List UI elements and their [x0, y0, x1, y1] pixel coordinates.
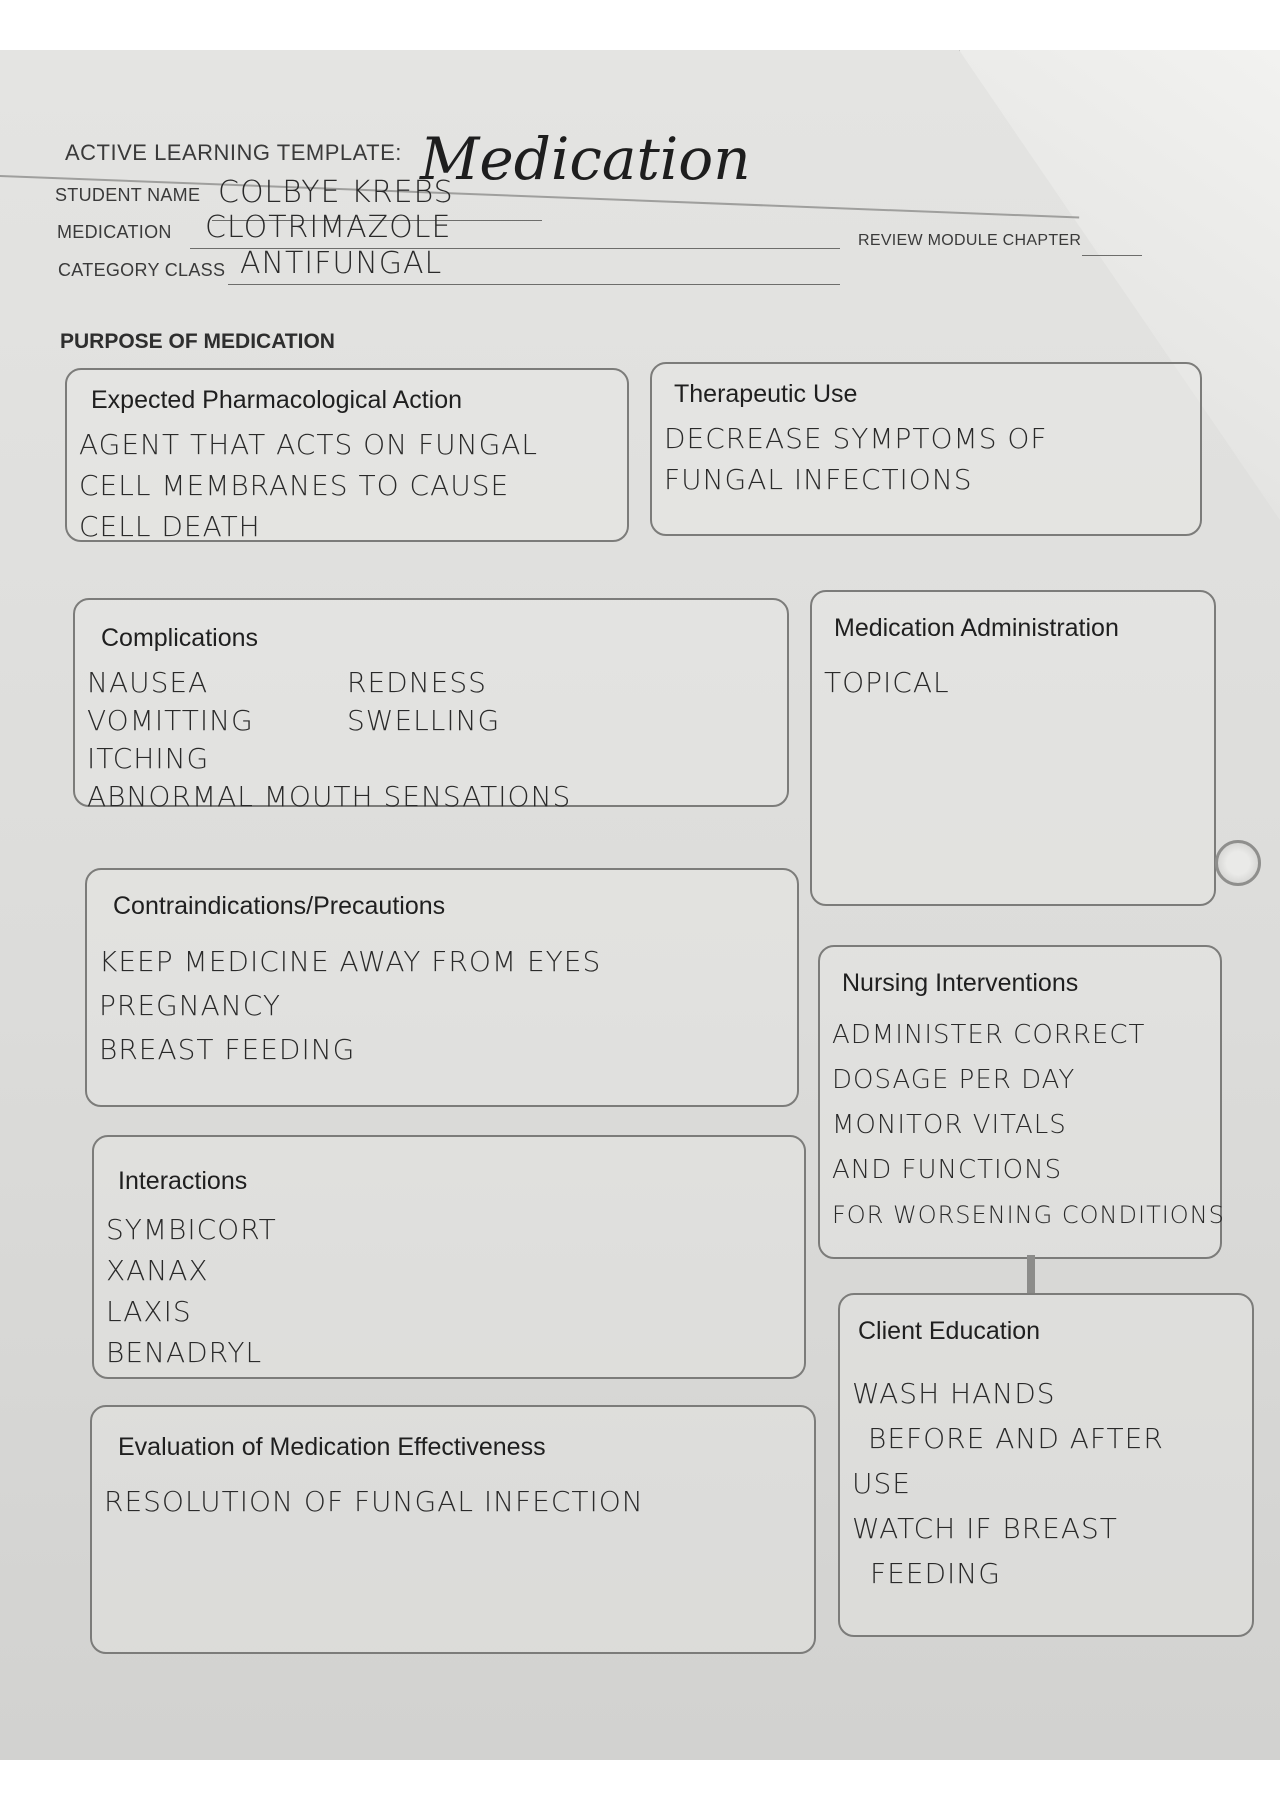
client-education-title: Client Education — [858, 1317, 1041, 1345]
note-line: ITCHING — [87, 742, 210, 775]
therapeutic-use-title: Therapeutic Use — [674, 380, 858, 408]
note-line: XANAX — [106, 1254, 209, 1287]
note-line: PREGNANCY — [99, 989, 281, 1022]
contraindications-box — [85, 868, 799, 1107]
category-class-label: CATEGORY CLASS — [58, 260, 226, 280]
category-class-value: ANTIFUNGAL — [240, 246, 443, 281]
interactions-notes — [106, 1209, 798, 1373]
therapeutic-use-notes — [664, 418, 1194, 500]
note-line: REDNESS — [347, 666, 487, 699]
medication-value: CLOTRIMAZOLE — [205, 210, 452, 245]
note-line: SWELLING — [347, 704, 501, 737]
expected-action-box — [65, 368, 629, 542]
note-line: WATCH IF BREAST — [852, 1512, 1118, 1545]
evaluation-notes — [104, 1481, 808, 1522]
binder-ring-hole — [1215, 840, 1261, 886]
interactions-title: Interactions — [118, 1167, 248, 1195]
purpose-heading: PURPOSE OF MEDICATION — [60, 330, 335, 353]
complications-title: Complications — [101, 624, 259, 652]
note-line: SYMBICORT — [106, 1213, 277, 1246]
note-line: LAXIS — [106, 1295, 192, 1328]
complications-notes — [87, 664, 781, 816]
note-line: BENADRYL — [106, 1336, 263, 1369]
therapeutic-use-box — [650, 362, 1202, 536]
note-line: BEFORE AND AFTER — [868, 1422, 1164, 1455]
note-line: VOMITTING — [87, 704, 254, 737]
contraindications-title: Contraindications/Precautions — [113, 892, 446, 920]
administration-box — [810, 590, 1216, 906]
note-line: MONITOR VITALS — [832, 1110, 1067, 1140]
administration-title: Medication Administration — [834, 614, 1119, 642]
note-line: KEEP MEDICINE AWAY FROM EYES — [99, 945, 602, 978]
template-title: Medication — [420, 125, 751, 193]
expected-action-title: Expected Pharmacological Action — [91, 386, 463, 414]
note-line: AND FUNCTIONS — [832, 1155, 1063, 1185]
nursing-interventions-notes — [832, 1013, 1225, 1238]
note-line: AGENT THAT ACTS ON FUNGAL — [79, 428, 539, 461]
note-line: DECREASE SYMPTOMS OF — [664, 422, 1048, 455]
note-line: CELL DEATH — [79, 510, 261, 543]
evaluation-box — [90, 1405, 816, 1654]
note-line: CELL MEMBRANES TO CAUSE — [79, 469, 510, 502]
review-module-label: REVIEW MODULE CHAPTER — [858, 232, 1082, 249]
connector-line — [1027, 1255, 1035, 1293]
category-class-line — [228, 284, 840, 285]
note-line: DOSAGE PER DAY — [832, 1065, 1076, 1095]
note-line: FUNGAL INFECTIONS — [664, 463, 973, 496]
nursing-interventions-box — [818, 945, 1225, 1259]
medication-label: MEDICATION — [57, 222, 172, 242]
contraindications-notes — [99, 940, 791, 1072]
administration-notes — [824, 662, 1208, 703]
note-line: BREAST FEEDING — [99, 1033, 356, 1066]
expected-action-notes — [79, 424, 621, 547]
student-name-value: COLBYE KREBS — [218, 175, 454, 210]
note-line: FOR WORSENING CONDITIONS — [832, 1201, 1225, 1229]
note-line: TOPICAL — [824, 666, 950, 699]
note-line: FEEDING — [870, 1557, 1001, 1590]
note-line: ADMINISTER CORRECT — [832, 1020, 1146, 1050]
note-line: RESOLUTION OF FUNGAL INFECTION — [104, 1485, 644, 1518]
nursing-interventions-title: Nursing Interventions — [842, 969, 1079, 997]
interactions-box — [92, 1135, 806, 1379]
evaluation-title: Evaluation of Medication Effectiveness — [118, 1433, 546, 1461]
note-line: USE — [852, 1467, 911, 1500]
note-line: WASH HANDS — [852, 1377, 1056, 1410]
note-line: NAUSEA — [87, 666, 209, 699]
template-label: ACTIVE LEARNING TEMPLATE: — [65, 140, 402, 165]
worksheet-page — [0, 50, 1280, 1760]
note-line: ABNORMAL MOUTH SENSATIONS — [87, 780, 572, 813]
client-education-notes — [852, 1371, 1246, 1596]
student-name-label: STUDENT NAME — [55, 185, 201, 205]
client-education-box — [838, 1293, 1254, 1637]
review-module-line — [1082, 255, 1142, 256]
complications-box — [73, 598, 789, 813]
